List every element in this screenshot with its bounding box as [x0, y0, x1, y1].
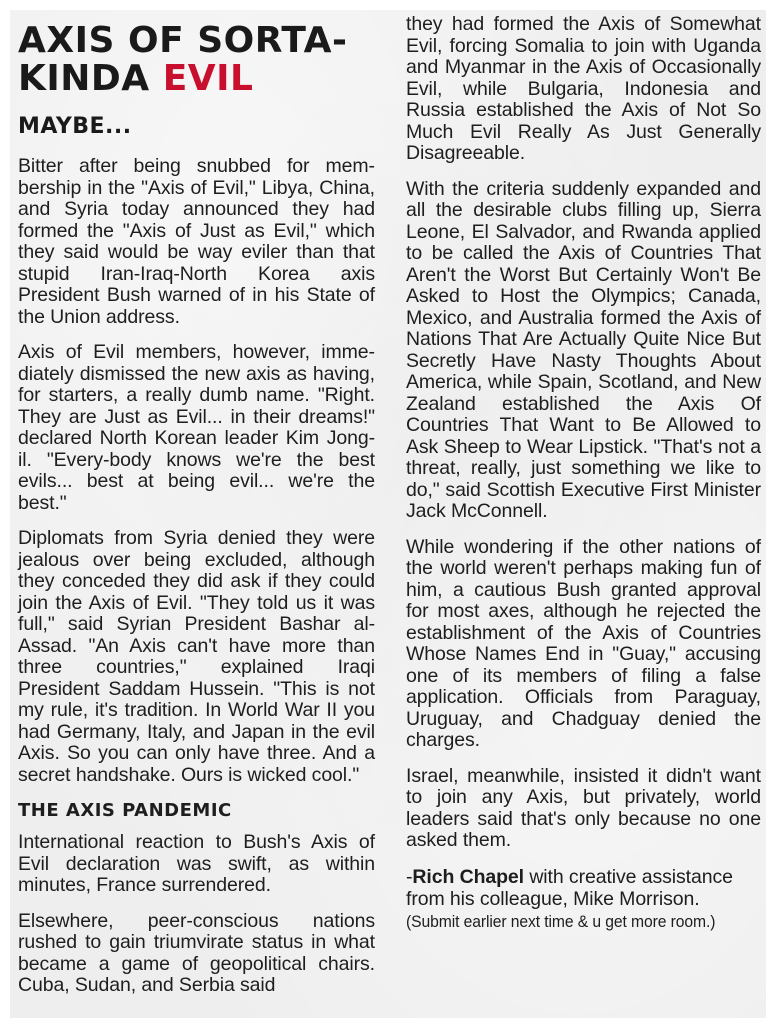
body-paragraph: Diplomats from Syria denied they were jealous over being excluded, although they conceded they did ask if they could join the Axis of Evil. "They told us it was full," said Syrian President Bashar al-Assad. "An Axis can't have more than three countries," explained Iraqi President Saddam Hussein. "This is not my rule, it's tradition. In World War II you had Germany, Italy, and Japan in the evil Axis. So you can only have three. And a secret handshake. Ours is wicked cool." [18, 527, 375, 786]
section-subhead: THE AXIS PANDEMIC [18, 800, 232, 821]
body-paragraph: Israel, meanwhile, insisted it didn't want to join any Axis, but privately, world leaders said that's only because no one asked them. [406, 764, 761, 851]
body-paragraph: While wondering if the other nations of the world weren't perhaps making fun of him, a cautious Bush granted approval for most axes, although he rejected the establishment of the Axis of Countries Whose Names End in "Guay," accusing one of its members of filing a false application. Officials from Paraguay, Uruguay, and Chadguay denied the charges. [406, 535, 761, 751]
body-paragraph: International reaction to Bush's Axis of Evil declaration was swift, as within minutes, France surrendered. [18, 831, 375, 896]
byline [406, 866, 761, 933]
left-column [18, 10, 375, 1018]
body-paragraph: they had formed the Axis of Somewhat Evil, forcing Somalia to join with Uganda and Myanmar in the Axis of Occasionally Evil, while Bulgaria, Indonesia and Russia established the Axis of Not So Much Evil Really As Just Generally Disagreeable. [406, 13, 761, 164]
editor-note: (Submit earlier next time & u get more room.) [406, 912, 716, 931]
body-paragraph: Axis of Evil members, however, immediately dismissed the new axis as having, for starters, a really dumb name. "Right. They are Just as Evil... in their dreams!" declared North Korean leader Kim Jong-il. "Every-body knows we're the best evils... best at being evil... we're the best." [18, 341, 375, 514]
headline-line-2-prefix: KINDA [18, 58, 163, 99]
headline [18, 22, 375, 146]
headline-line-2-suffix: MAYBE... [18, 114, 132, 139]
body-paragraph: Elsewhere, peer-conscious nations rushed to gain triumvirate status in what became a game of geopolitical chairs. Cuba, Sudan, and Serbia said [18, 909, 375, 996]
byline-dash: - [406, 865, 413, 888]
byline-credit: with creative assistance from his colleague, Mike Morrison. [406, 865, 733, 910]
body-paragraph: With the criteria suddenly expanded and all the desirable clubs filling up, Sierra Leone, El Salvador, and Rwanda applied to be called the Axis of Countries That Aren't the Worst But Certainly Won't Be Asked to Host the Olympics; Canada, Mexico, and Australia formed the Axis of Nations That Are Actually Quite Nice But Secretly Have Nasty Thoughts About America, while Spain, Scotland, and New Zealand established the Axis Of Countries That Want to Be Allowed to Ask Sheep to Wear Lipstick. "That's not a threat, really, just something we like to do," said Scottish Executive First Minister Jack McConnell. [406, 177, 761, 522]
byline-author: Rich Chapel [412, 865, 524, 888]
headline-accent-word: EVIL [162, 58, 254, 99]
body-paragraph: Bitter after being snubbed for membership in the "Axis of Evil," Libya, China, and Syria today announced they had formed the "Axis of Just as Evil," which they said would be way eviler than that stupid Iran-Iraq-North Korea axis President Bush warned of in his State of the Union address. [18, 155, 375, 328]
headline-line-1: AXIS OF SORTA- [18, 20, 348, 61]
right-column [406, 10, 761, 1018]
article-page [10, 10, 766, 1018]
